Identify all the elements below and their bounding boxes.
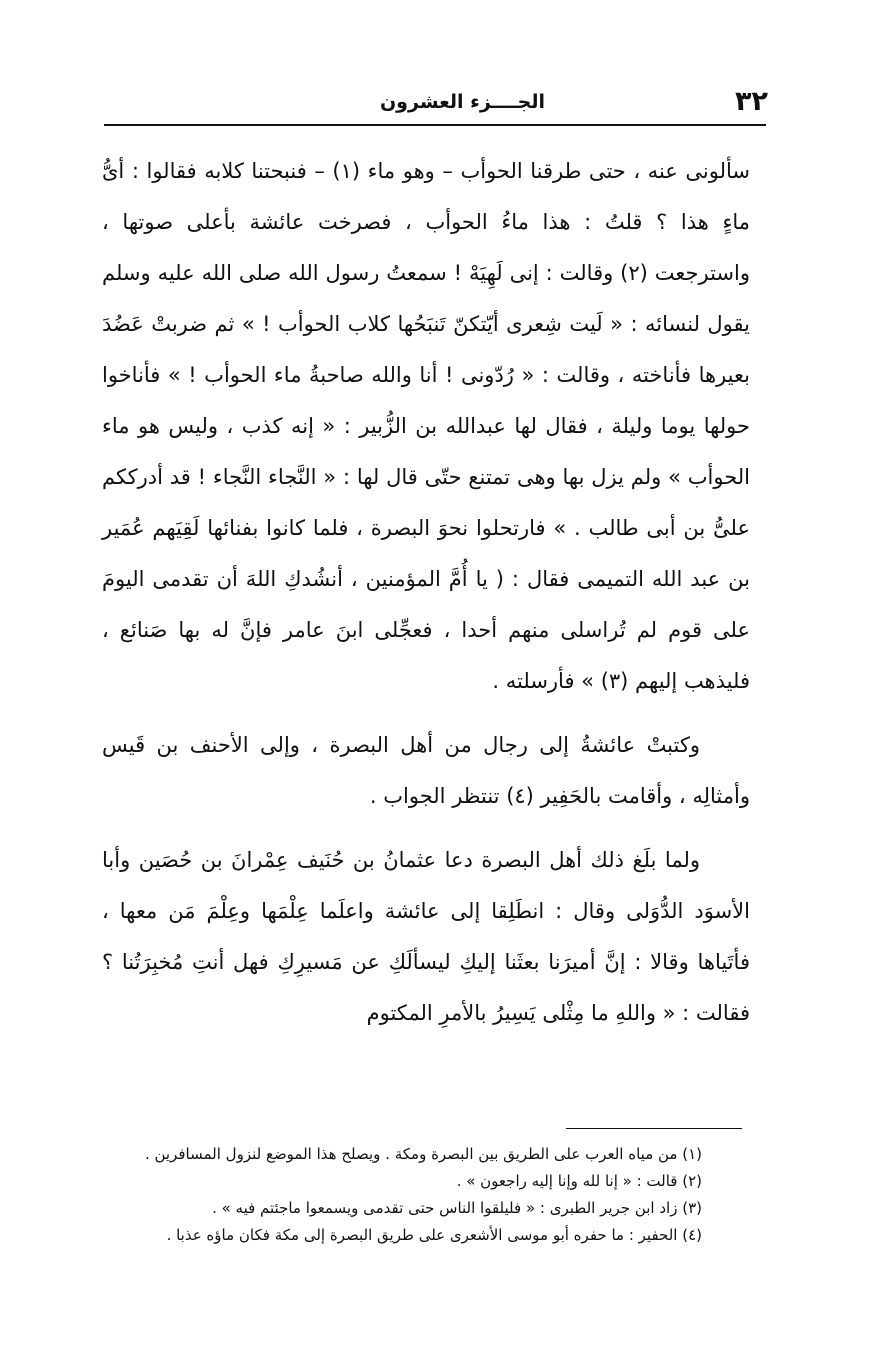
paragraph: ولما بلَغ ذلك أهل البصرة دعا عثمانُ بن حُنَيف عِمْرانَ بن حُصَين وأبا الأسوَد الدُّوَلى وقال : انطَلِقا إلى عائشة واعلَما عِلْمَها وعِلْمَ مَن معها ، فأتَياها وقالا : إنَّ أميرَنا بعثَنا إليكِ ليسألَكِ عن مَسيرِكِ فهل أنتِ مُخبِرَتُنا ؟ فقالت : « واللهِ ما مِثْلى يَسِيرُ بالأمرِ المكتوم xyxy=(102,848,750,1025)
page-number: ٣٢ xyxy=(735,86,768,117)
header-rule xyxy=(104,124,766,126)
page-header xyxy=(100,80,770,124)
footnote: (٢) قالت : « إنا لله وإنا إليه راجعون » . xyxy=(456,1172,702,1190)
footnote: (٤) الحفير : ما حفره أبو موسى الأشعرى على طريق البصرة إلى مكة فكان ماؤه عذبا . xyxy=(166,1226,702,1244)
footnote: (٣) زاد ابن جرير الطبرى : « فليلقوا الناس حتى تقدمى ويسمعوا ماجئتم فيه » . xyxy=(212,1199,702,1217)
footnote-rule xyxy=(566,1128,742,1129)
paragraph: سألونى عنه ، حتى طرقنا الحوأب – وهو ماء (١) – فنبحتنا كلابه فقالوا : أىُّ ماءٍ هذا ؟ قلتُ : هذا ماءُ الحوأب ، فصرخت عائشة بأعلى صوتها ، واسترجعت (٢) وقالت : إنى لَهِيَهْ ! سمعتُ رسول الله صلى الله عليه وسلم يقول لنسائه : « لَيت شِعرى أيّتكنّ تَنبَحُها كلاب الحوأب ! » ثم ضربتْ عَضُدَ بعيرها فأناخته ، وقالت : « رُدّونى ! أنا والله صاحبةُ ماء الحوأب ! » فأناخوا حولها يوما وليلة ، فقال لها عبدالله بن الزُّبير : « إنه كذب ، وليس هو ماء الحوأب » ولم يزل بها وهى تمتنع حتّى قال لها : « النَّجاء النَّجاء ! قد أدرككم علىُّ بن أبى طالب . » فارتحلوا نحوَ البصرة ، فلما كانوا بفنائها لَقِيَهم عُمَير بن عبد الله التميمى فقال : ( يا أُمَّ المؤمنين ، أنشُدكِ اللهَ أن تقدمى اليومَ على قوم لم تُراسلى منهم أحدا ، فعجِّلى ابنَ عامر فإنَّ له بها صَنائع ، فليذهب إليهم (٣) » فأرسلته . xyxy=(102,159,750,693)
main-text xyxy=(102,146,750,1039)
running-title: الجــــزء العشرون xyxy=(379,91,545,113)
footnotes xyxy=(98,1141,702,1249)
paragraph: وكتبتْ عائشةُ إلى رجال من أهل البصرة ، وإلى الأحنف بن قَيس وأمثالِه ، وأقامت بالحَفِير (٤) تنتظر الجواب . xyxy=(102,733,750,808)
footnote: (١) من مياه العرب على الطريق بين البصرة ومكة . ويصلح هذا الموضع لنزول المسافرين . xyxy=(144,1145,702,1163)
